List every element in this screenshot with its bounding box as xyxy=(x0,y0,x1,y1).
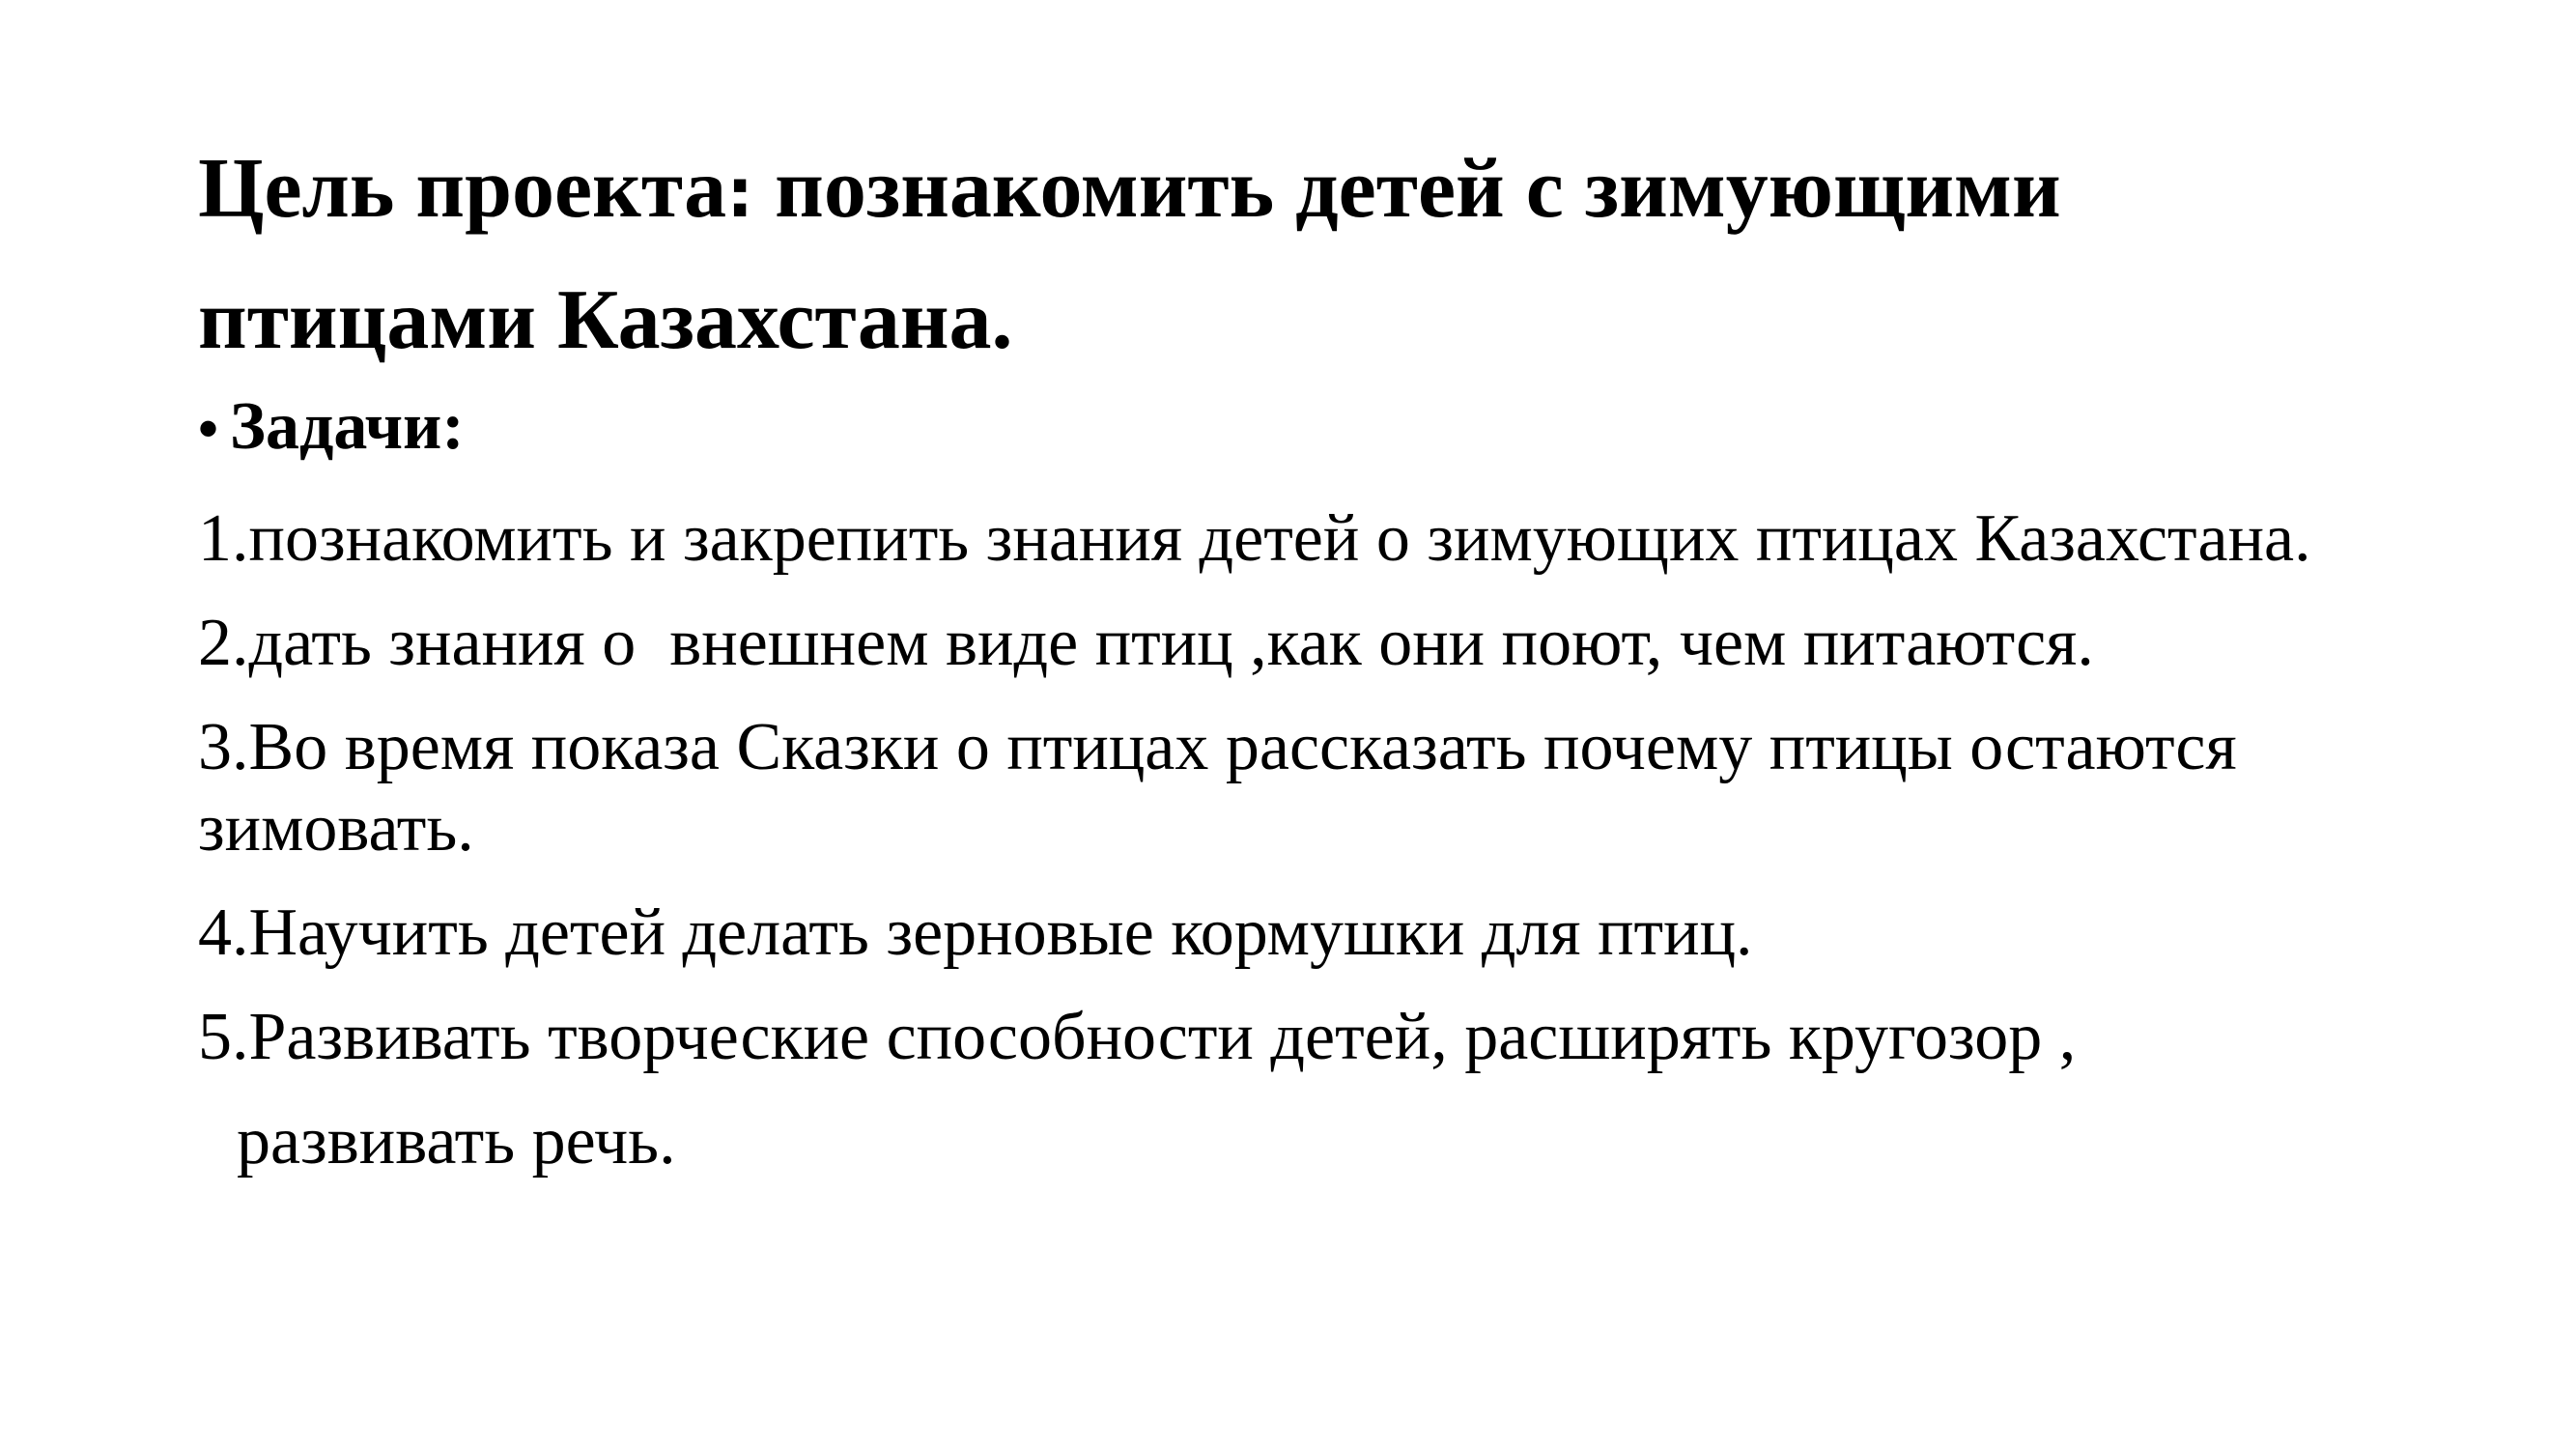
task-5-continuation: развивать речь. xyxy=(237,1104,676,1179)
task-4: 4.Научить детей делать зерновые кормушки для птиц. xyxy=(198,895,1753,970)
title-colon: : xyxy=(726,154,754,233)
tasks-heading xyxy=(198,386,2420,469)
task-3: 3.Во время показа Сказки о птицах рассказать почему птицы остаются зимовать. xyxy=(198,710,2254,866)
task-2: 2.дать знания о внешнем виде птиц ,как они поют, чем питаются. xyxy=(198,606,2094,680)
bullet-icon: • xyxy=(198,396,219,461)
title-goal: познакомить детей с зимующими птицами Казахстана. xyxy=(198,142,2061,367)
slide-body xyxy=(198,386,2420,1206)
title-main: Цель проекта xyxy=(198,142,727,236)
task-1: 1.познакомить и закрепить знания детей о зимующих птицах Казахстана. xyxy=(198,501,2311,576)
tasks-heading-label: Задачи: xyxy=(230,389,465,464)
slide-title xyxy=(198,126,2420,384)
task-5: 5.Развивать творческие способности детей, расширять кругозор , xyxy=(198,1000,2077,1074)
